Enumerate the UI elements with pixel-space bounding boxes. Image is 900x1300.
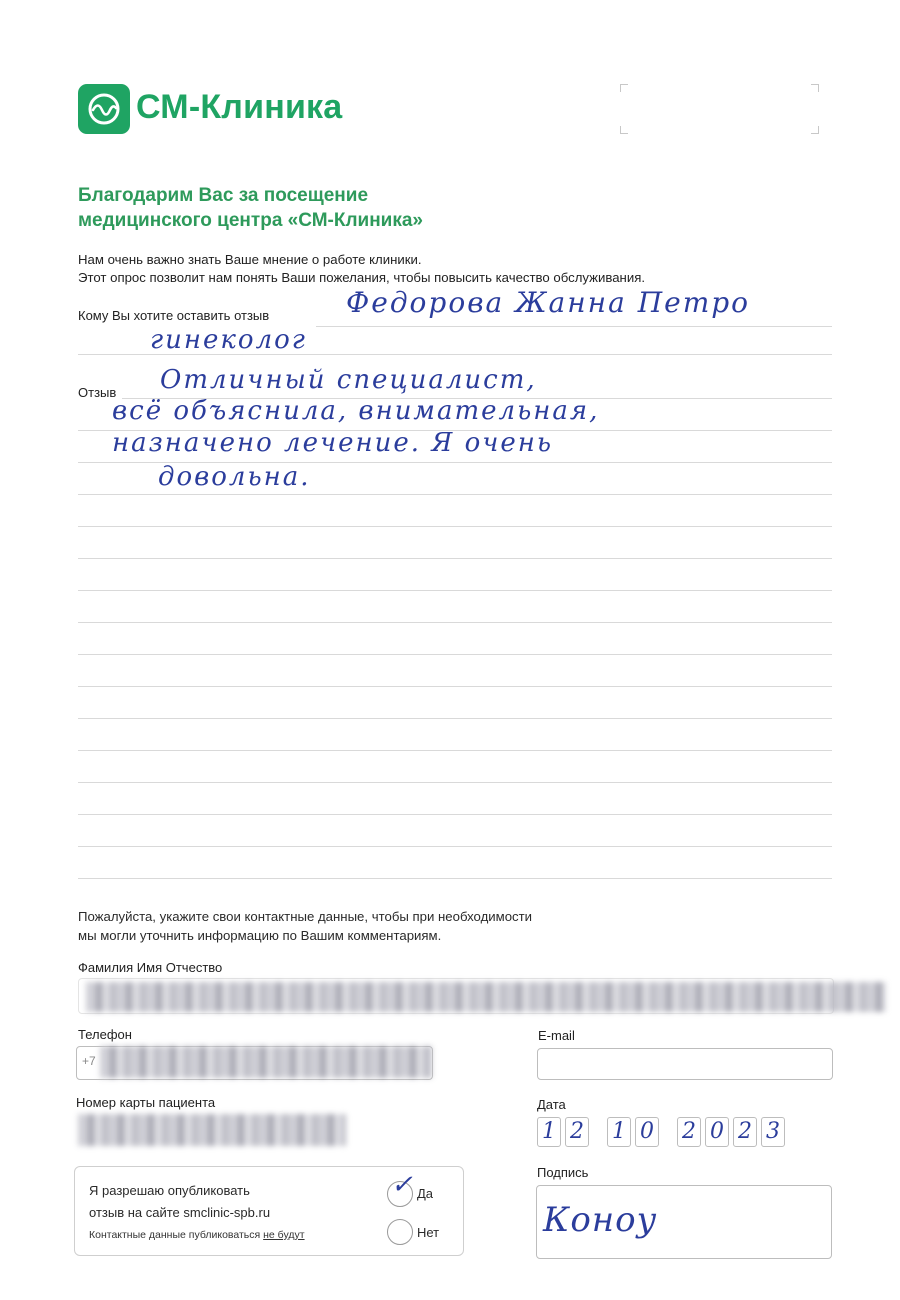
review-line-1: Отличный специалист, bbox=[160, 365, 537, 395]
recipient-role-handwritten: гинеколог bbox=[150, 325, 307, 355]
date-digit: 1 bbox=[607, 1117, 631, 1147]
intro-line-1: Нам очень важно знать Ваше мнение о работе клиники. bbox=[78, 252, 422, 267]
contacts-intro-line-2: мы могли уточнить информацию по Вашим комментариям. bbox=[78, 928, 442, 943]
contacts-intro-line-1: Пожалуйста, укажите свои контактные данные, чтобы при необходимости bbox=[78, 909, 533, 924]
fio-label: Фамилия Имя Отчество bbox=[78, 960, 223, 975]
email-field[interactable] bbox=[537, 1048, 833, 1080]
logo-mark bbox=[78, 84, 130, 134]
consent-line-2: отзыв на сайте smclinic-spb.ru bbox=[89, 1205, 271, 1220]
consent-note-text: Контактные данные публиковаться bbox=[89, 1229, 264, 1241]
recipient-label: Кому Вы хотите оставить отзыв bbox=[78, 308, 270, 323]
consent-note bbox=[89, 1229, 305, 1241]
date-label: Дата bbox=[537, 1097, 566, 1112]
publish-consent-box bbox=[74, 1166, 464, 1256]
recipient-line-1 bbox=[316, 326, 832, 327]
thanks-heading bbox=[78, 183, 678, 233]
publish-yes-label: Да bbox=[417, 1186, 434, 1201]
date-digit: 1 bbox=[537, 1117, 561, 1147]
checkmark-icon: ✓ bbox=[391, 1170, 413, 1200]
intro-text bbox=[78, 251, 838, 287]
thanks-line-2: медицинского центра «СМ-Клиника» bbox=[78, 210, 423, 231]
review-line-3: назначено лечение. Я очень bbox=[112, 428, 554, 458]
phone-redacted bbox=[100, 1046, 432, 1078]
review-line-2: всё объяснила, внимательная, bbox=[112, 396, 600, 426]
review-label: Отзыв bbox=[78, 385, 117, 400]
email-label: E-mail bbox=[538, 1028, 575, 1043]
brand-name: СМ-Клиника bbox=[136, 88, 343, 126]
publish-no-radio[interactable] bbox=[387, 1219, 413, 1245]
card-label: Номер карты пациента bbox=[76, 1095, 216, 1110]
publish-no-label: Нет bbox=[417, 1225, 440, 1240]
consent-note-underlined: не будут bbox=[263, 1229, 305, 1241]
logo-heart-icon bbox=[78, 84, 130, 134]
phone-label: Телефон bbox=[78, 1027, 132, 1042]
signature-label: Подпись bbox=[537, 1165, 589, 1180]
consent-line-1: Я разрешаю опубликовать bbox=[89, 1183, 250, 1198]
intro-line-2: Этот опрос позволит нам понять Ваши пожелания, чтобы повысить качество обслуживания. bbox=[78, 270, 646, 285]
date-digit: 2 bbox=[677, 1117, 701, 1147]
date-digit: 2 bbox=[733, 1117, 757, 1147]
card-redacted bbox=[78, 1114, 346, 1146]
fio-redacted bbox=[86, 982, 886, 1012]
contacts-intro bbox=[78, 907, 678, 945]
signature-field[interactable] bbox=[536, 1185, 832, 1259]
phone-prefix: +7 bbox=[82, 1054, 96, 1068]
recipient-line-2 bbox=[78, 354, 832, 355]
recipient-name-handwritten: Федорова Жанна Петро bbox=[346, 286, 751, 319]
date-digit: 3 bbox=[761, 1117, 785, 1147]
publish-yes-radio[interactable] bbox=[387, 1170, 413, 1207]
date-digit: 2 bbox=[565, 1117, 589, 1147]
review-line-4: довольна. bbox=[158, 462, 311, 492]
date-digit: 0 bbox=[635, 1117, 659, 1147]
thanks-line-1: Благодарим Вас за посещение bbox=[78, 185, 369, 206]
signature-handwritten: Коноу bbox=[543, 1200, 658, 1240]
date-digit: 0 bbox=[705, 1117, 729, 1147]
